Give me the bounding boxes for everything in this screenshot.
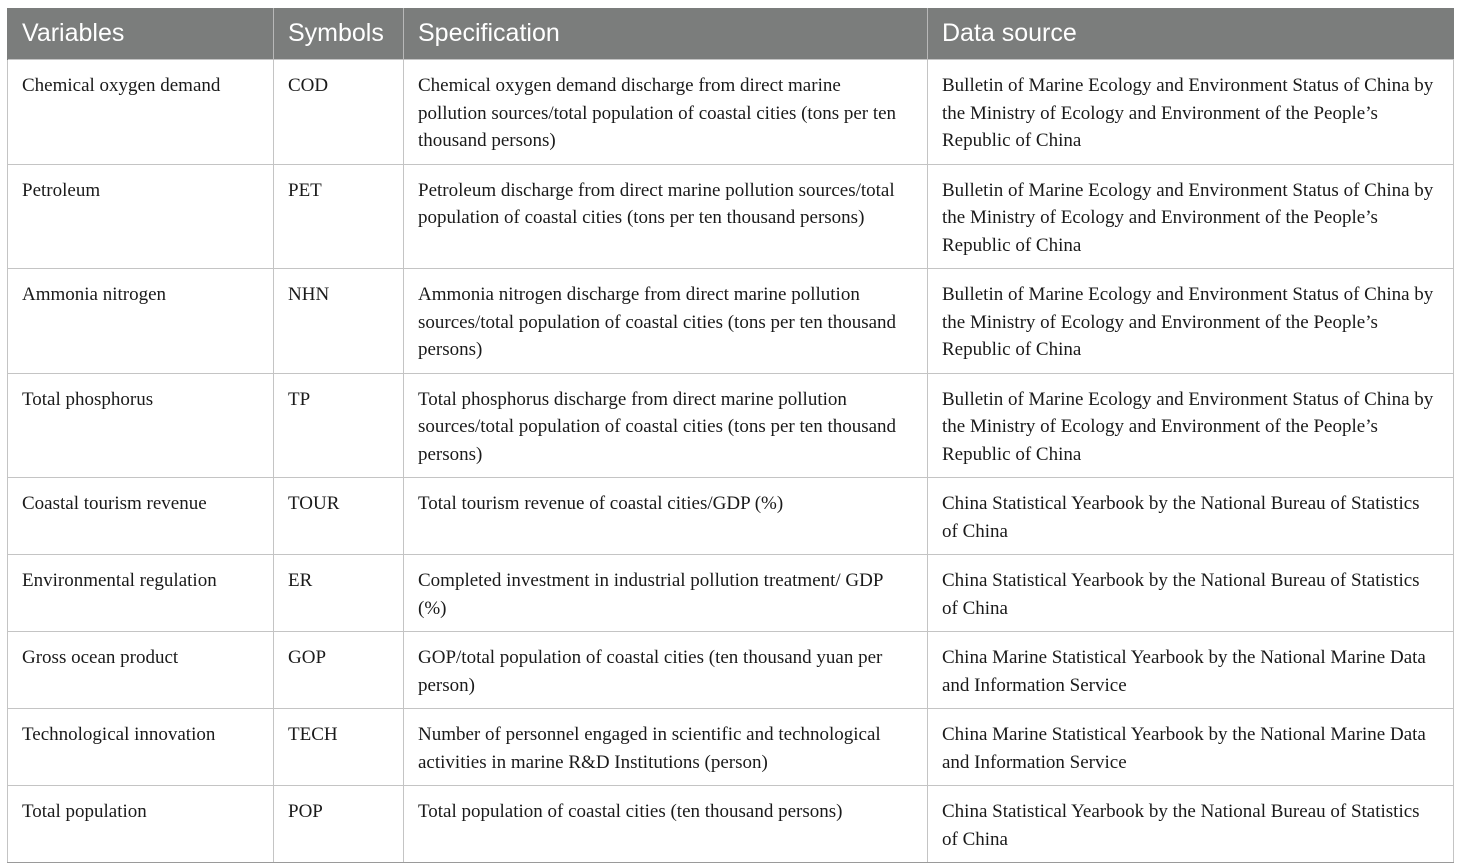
cell-specification: Total tourism revenue of coastal cities/GDP (%) <box>404 478 928 555</box>
cell-data-source: Bulletin of Marine Ecology and Environment Status of China by the Ministry of Ecology and Environment of the People’s Republic of China <box>928 269 1454 374</box>
table-header-row <box>8 8 1454 60</box>
header-data-source: Data source <box>928 8 1454 60</box>
cell-variable: Chemical oxygen demand <box>8 60 274 165</box>
cell-data-source: Bulletin of Marine Ecology and Environment Status of China by the Ministry of Ecology and Environment of the People’s Republic of China <box>928 373 1454 478</box>
cell-specification: Completed investment in industrial pollution treatment/ GDP (%) <box>404 555 928 632</box>
table-row <box>8 373 1454 478</box>
cell-specification: Ammonia nitrogen discharge from direct marine pollution sources/total population of coastal cities (tons per ten thousand persons) <box>404 269 928 374</box>
table-row <box>8 60 1454 165</box>
table-row <box>8 478 1454 555</box>
cell-variable: Total phosphorus <box>8 373 274 478</box>
cell-specification: Total population of coastal cities (ten thousand persons) <box>404 786 928 863</box>
cell-symbol: TECH <box>274 709 404 786</box>
variables-table-container <box>7 8 1453 863</box>
cell-data-source: China Statistical Yearbook by the National Bureau of Statistics of China <box>928 478 1454 555</box>
table-row <box>8 555 1454 632</box>
cell-data-source: Bulletin of Marine Ecology and Environment Status of China by the Ministry of Ecology and Environment of the People’s Republic of China <box>928 164 1454 269</box>
table-row <box>8 786 1454 863</box>
cell-data-source: China Statistical Yearbook by the National Bureau of Statistics of China <box>928 786 1454 863</box>
cell-symbol: POP <box>274 786 404 863</box>
cell-variable: Total population <box>8 786 274 863</box>
cell-symbol: NHN <box>274 269 404 374</box>
variables-table <box>7 8 1454 863</box>
header-symbols: Symbols <box>274 8 404 60</box>
cell-variable: Technological innovation <box>8 709 274 786</box>
cell-variable: Petroleum <box>8 164 274 269</box>
cell-symbol: PET <box>274 164 404 269</box>
cell-data-source: Bulletin of Marine Ecology and Environment Status of China by the Ministry of Ecology and Environment of the People’s Republic of China <box>928 60 1454 165</box>
cell-specification: Number of personnel engaged in scientific and technological activities in marine R&D Institutions (person) <box>404 709 928 786</box>
cell-symbol: TOUR <box>274 478 404 555</box>
table-row <box>8 632 1454 709</box>
cell-data-source: China Marine Statistical Yearbook by the National Marine Data and Information Service <box>928 632 1454 709</box>
table-row <box>8 164 1454 269</box>
cell-specification: Petroleum discharge from direct marine pollution sources/total population of coastal cities (tons per ten thousand persons) <box>404 164 928 269</box>
cell-symbol: COD <box>274 60 404 165</box>
cell-symbol: GOP <box>274 632 404 709</box>
table-row <box>8 269 1454 374</box>
cell-data-source: China Marine Statistical Yearbook by the National Marine Data and Information Service <box>928 709 1454 786</box>
cell-variable: Coastal tourism revenue <box>8 478 274 555</box>
cell-specification: Total phosphorus discharge from direct marine pollution sources/total population of coastal cities (tons per ten thousand persons) <box>404 373 928 478</box>
cell-variable: Gross ocean product <box>8 632 274 709</box>
cell-variable: Environmental regulation <box>8 555 274 632</box>
table-row <box>8 709 1454 786</box>
header-specification: Specification <box>404 8 928 60</box>
cell-variable: Ammonia nitrogen <box>8 269 274 374</box>
cell-symbol: TP <box>274 373 404 478</box>
cell-symbol: ER <box>274 555 404 632</box>
header-variables: Variables <box>8 8 274 60</box>
cell-specification: GOP/total population of coastal cities (ten thousand yuan per person) <box>404 632 928 709</box>
cell-specification: Chemical oxygen demand discharge from direct marine pollution sources/total population of coastal cities (tons per ten thousand persons) <box>404 60 928 165</box>
cell-data-source: China Statistical Yearbook by the National Bureau of Statistics of China <box>928 555 1454 632</box>
